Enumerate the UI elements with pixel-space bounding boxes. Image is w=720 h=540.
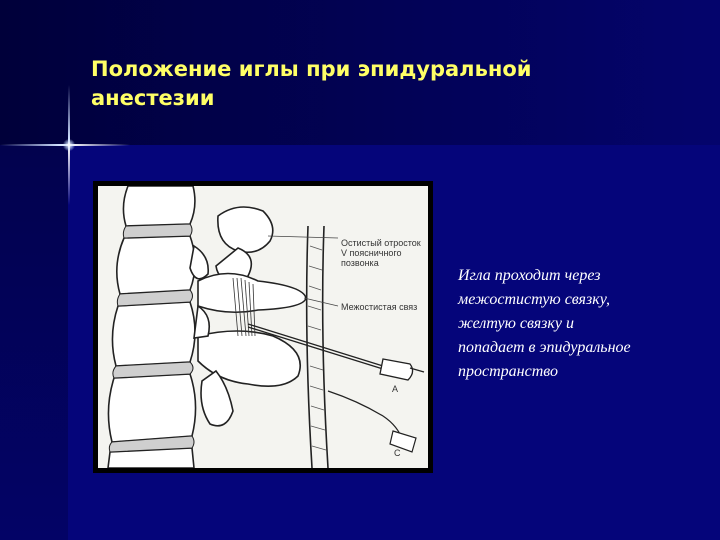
description-line-5: пространство [458,363,558,380]
catheter-c [328,391,416,452]
description-line-4: попадает в эпидуральное [458,339,631,356]
label-spinous-line-2: V поясничного [341,248,402,258]
marker-a: A [392,384,399,394]
slide-description [458,264,698,384]
slide-title-line-1: Положение иглы при эпидуральной [91,57,532,81]
skin-layer [307,226,328,468]
description-line-3: желтую связку и [458,315,574,332]
sparkle-star-icon [63,139,75,151]
slide-left-band [0,145,68,540]
spine-drawing [98,186,428,468]
slide-title-line-2: анестезии [91,86,215,110]
figure-frame [93,181,433,473]
label-spinous-line-1: Остистый отросток [341,238,421,248]
label-spinous-process [341,238,421,268]
description-line-1: Игла проходит через [458,267,601,284]
slide-title [91,55,651,113]
spine-illustration [98,186,428,468]
label-spinous-line-3: позвонка [341,258,379,268]
description-line-2: межостистую связку, [458,291,610,308]
label-interspinous-ligament: Межостистая связ [341,302,418,312]
marker-c: C [394,448,401,458]
